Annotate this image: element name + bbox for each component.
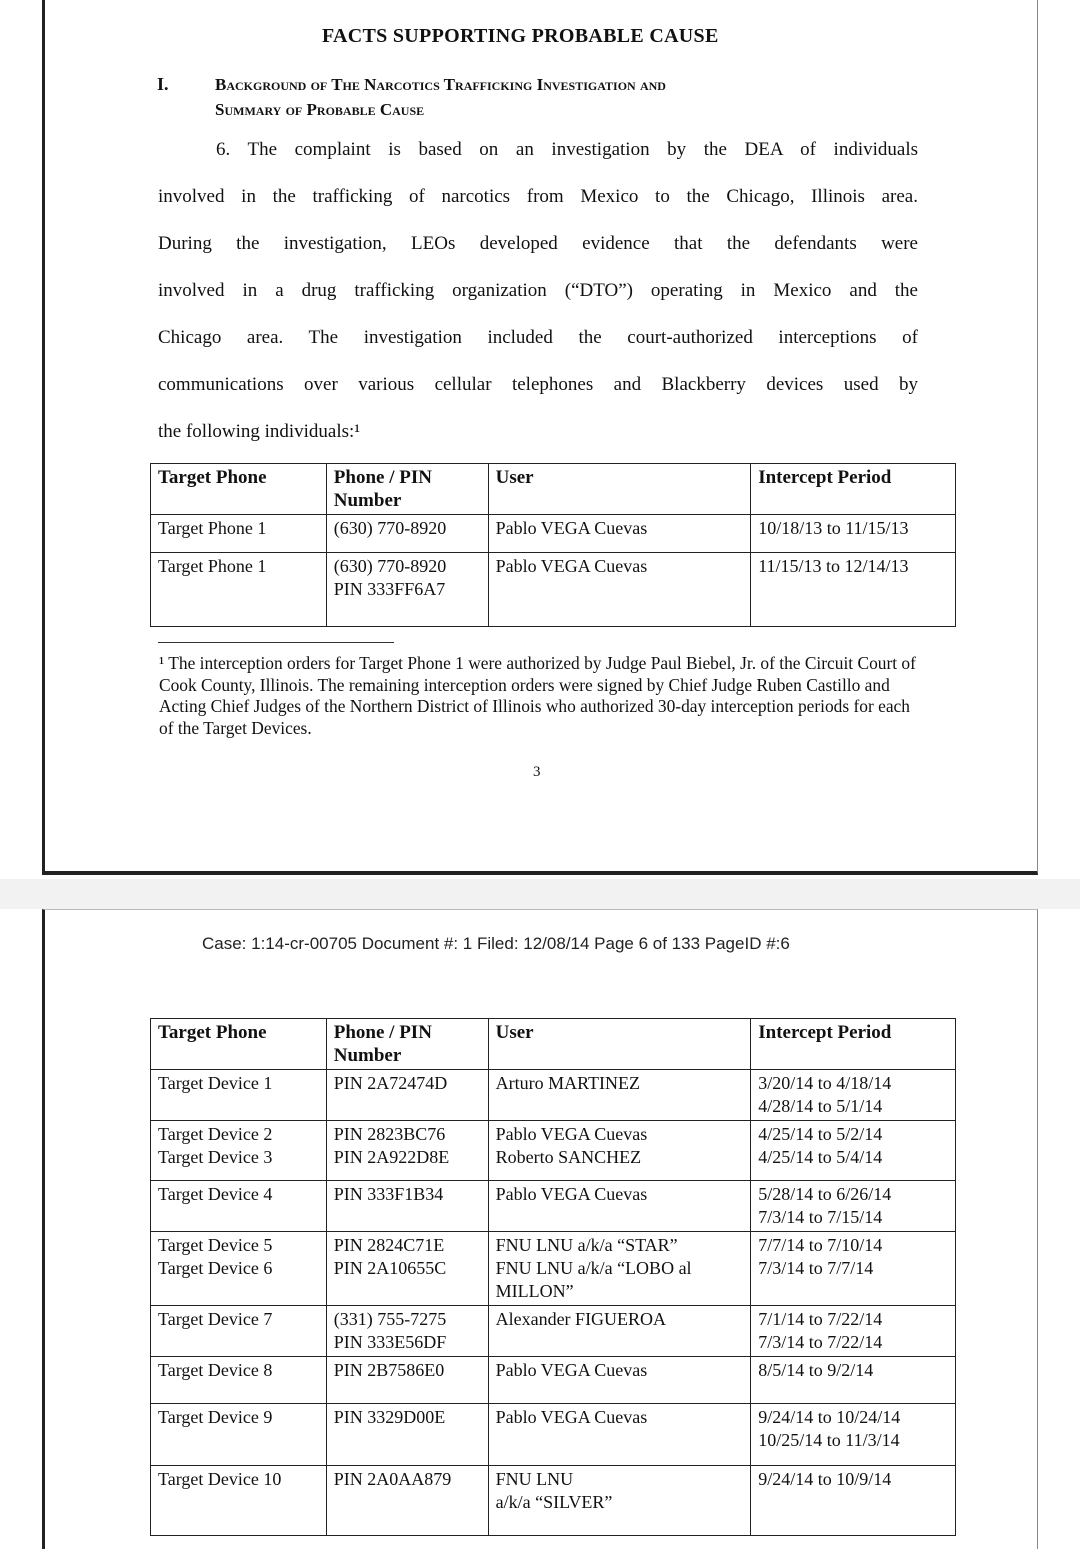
table-header-row <box>151 464 956 515</box>
table-cell: 7/1/14 to 7/22/14 7/3/14 to 7/22/14 <box>751 1306 956 1357</box>
paragraph-line: communications over various cellular telephones and Blackberry devices used by <box>158 374 918 395</box>
table-cell: 5/28/14 to 6/26/14 7/3/14 to 7/15/14 <box>751 1181 956 1232</box>
table-cell: FNU LNU a/k/a “SILVER” <box>488 1466 751 1536</box>
section-title <box>215 72 666 122</box>
table-cell: Pablo VEGA Cuevas Roberto SANCHEZ <box>488 1121 751 1181</box>
table-row <box>151 1404 956 1466</box>
column-header: Target Phone <box>151 1019 327 1070</box>
table-cell: PIN 2A72474D <box>326 1070 488 1121</box>
footnote: ¹ The interception orders for Target Phone 1 were authorized by Judge Paul Biebel, Jr. of the Circuit Court of Cook County, Illinois. The remaining interception orders were signed by Chief Judge Ruben Castillo and Acting Chief Judges of the Northern District of Illinois who authorized 30-day interception periods for each of the Target Devices. <box>159 653 916 738</box>
intercept-table-1 <box>150 463 956 627</box>
column-header: User <box>488 1019 751 1070</box>
table-cell: Pablo VEGA Cuevas <box>488 553 751 627</box>
table-cell: Target Device 7 <box>151 1306 327 1357</box>
column-header: Phone / PIN Number <box>326 464 488 515</box>
table-cell: 9/24/14 to 10/24/14 10/25/14 to 11/3/14 <box>751 1404 956 1466</box>
table-row <box>151 553 956 627</box>
paragraph-line: Chicago area. The investigation included the court-authorized interceptions of <box>158 327 918 348</box>
table-row <box>151 1357 956 1404</box>
table-cell: PIN 2823BC76 PIN 2A922D8E <box>326 1121 488 1181</box>
table-cell: Target Device 10 <box>151 1466 327 1536</box>
section-title-line: Background of The Narcotics Trafficking Investigation and <box>215 75 666 94</box>
table-cell: 3/20/14 to 4/18/14 4/28/14 to 5/1/14 <box>751 1070 956 1121</box>
table-cell: Pablo VEGA Cuevas <box>488 1404 751 1466</box>
page-gap <box>0 879 1080 909</box>
table-cell: (630) 770-8920 PIN 333FF6A7 <box>326 553 488 627</box>
table-cell: Pablo VEGA Cuevas <box>488 515 751 553</box>
table-cell: 11/15/13 to 12/14/13 <box>751 553 956 627</box>
table-cell: PIN 2824C71E PIN 2A10655C <box>326 1232 488 1306</box>
paragraph-line: During the investigation, LEOs developed evidence that the defendants were <box>158 233 918 254</box>
table-cell: Target Phone 1 <box>151 553 327 627</box>
table-cell: Target Device 8 <box>151 1357 327 1404</box>
table-cell: (630) 770-8920 <box>326 515 488 553</box>
table-cell: Target Phone 1 <box>151 515 327 553</box>
table-row <box>151 1466 956 1536</box>
table-cell: 8/5/14 to 9/2/14 <box>751 1357 956 1404</box>
table-cell: PIN 3329D00E <box>326 1404 488 1466</box>
table-row <box>151 1232 956 1306</box>
column-header: Intercept Period <box>751 464 956 515</box>
paragraph-line: 6. The complaint is based on an investigation by the DEA of individuals <box>216 139 918 160</box>
table-cell: Arturo MARTINEZ <box>488 1070 751 1121</box>
table-row <box>151 515 956 553</box>
case-header: Case: 1:14-cr-00705 Document #: 1 Filed: 12/08/14 Page 6 of 133 PageID #:6 <box>202 934 790 953</box>
table-cell: Pablo VEGA Cuevas <box>488 1357 751 1404</box>
paragraph-line: involved in a drug trafficking organization (“DTO”) operating in Mexico and the <box>158 280 918 301</box>
section-number: I. <box>157 74 169 94</box>
table-row <box>151 1306 956 1357</box>
table-cell: 4/25/14 to 5/2/14 4/25/14 to 5/4/14 <box>751 1121 956 1181</box>
table-cell: 9/24/14 to 10/9/14 <box>751 1466 956 1536</box>
table-row <box>151 1181 956 1232</box>
table-header-row <box>151 1019 956 1070</box>
table-cell: 10/18/13 to 11/15/13 <box>751 515 956 553</box>
column-header: Intercept Period <box>751 1019 956 1070</box>
table-cell: Pablo VEGA Cuevas <box>488 1181 751 1232</box>
table-cell: Target Device 5 Target Device 6 <box>151 1232 327 1306</box>
table-row <box>151 1070 956 1121</box>
paragraph-line: the following individuals:¹ <box>158 421 361 442</box>
intercept-table-2 <box>150 1018 956 1536</box>
table-cell: FNU LNU a/k/a “STAR” FNU LNU a/k/a “LOBO al MILLON” <box>488 1232 751 1306</box>
table-cell: (331) 755-7275 PIN 333E56DF <box>326 1306 488 1357</box>
table-cell: PIN 333F1B34 <box>326 1181 488 1232</box>
column-header: Phone / PIN Number <box>326 1019 488 1070</box>
table-cell: 7/7/14 to 7/10/14 7/3/14 to 7/7/14 <box>751 1232 956 1306</box>
table-cell: Target Device 4 <box>151 1181 327 1232</box>
footnote-divider <box>158 642 394 643</box>
table-cell: PIN 2B7586E0 <box>326 1357 488 1404</box>
paragraph-line: involved in the trafficking of narcotics from Mexico to the Chicago, Illinois area. <box>158 186 918 207</box>
section-title-line: Summary of Probable Cause <box>215 100 425 119</box>
table-cell: Target Device 2 Target Device 3 <box>151 1121 327 1181</box>
table-cell: Target Device 1 <box>151 1070 327 1121</box>
page-title: FACTS SUPPORTING PROBABLE CAUSE <box>322 25 719 47</box>
table-cell: Alexander FIGUEROA <box>488 1306 751 1357</box>
table-row <box>151 1121 956 1181</box>
page-number: 3 <box>533 764 541 780</box>
table-cell: PIN 2A0AA879 <box>326 1466 488 1536</box>
column-header: User <box>488 464 751 515</box>
column-header: Target Phone <box>151 464 327 515</box>
table-cell: Target Device 9 <box>151 1404 327 1466</box>
